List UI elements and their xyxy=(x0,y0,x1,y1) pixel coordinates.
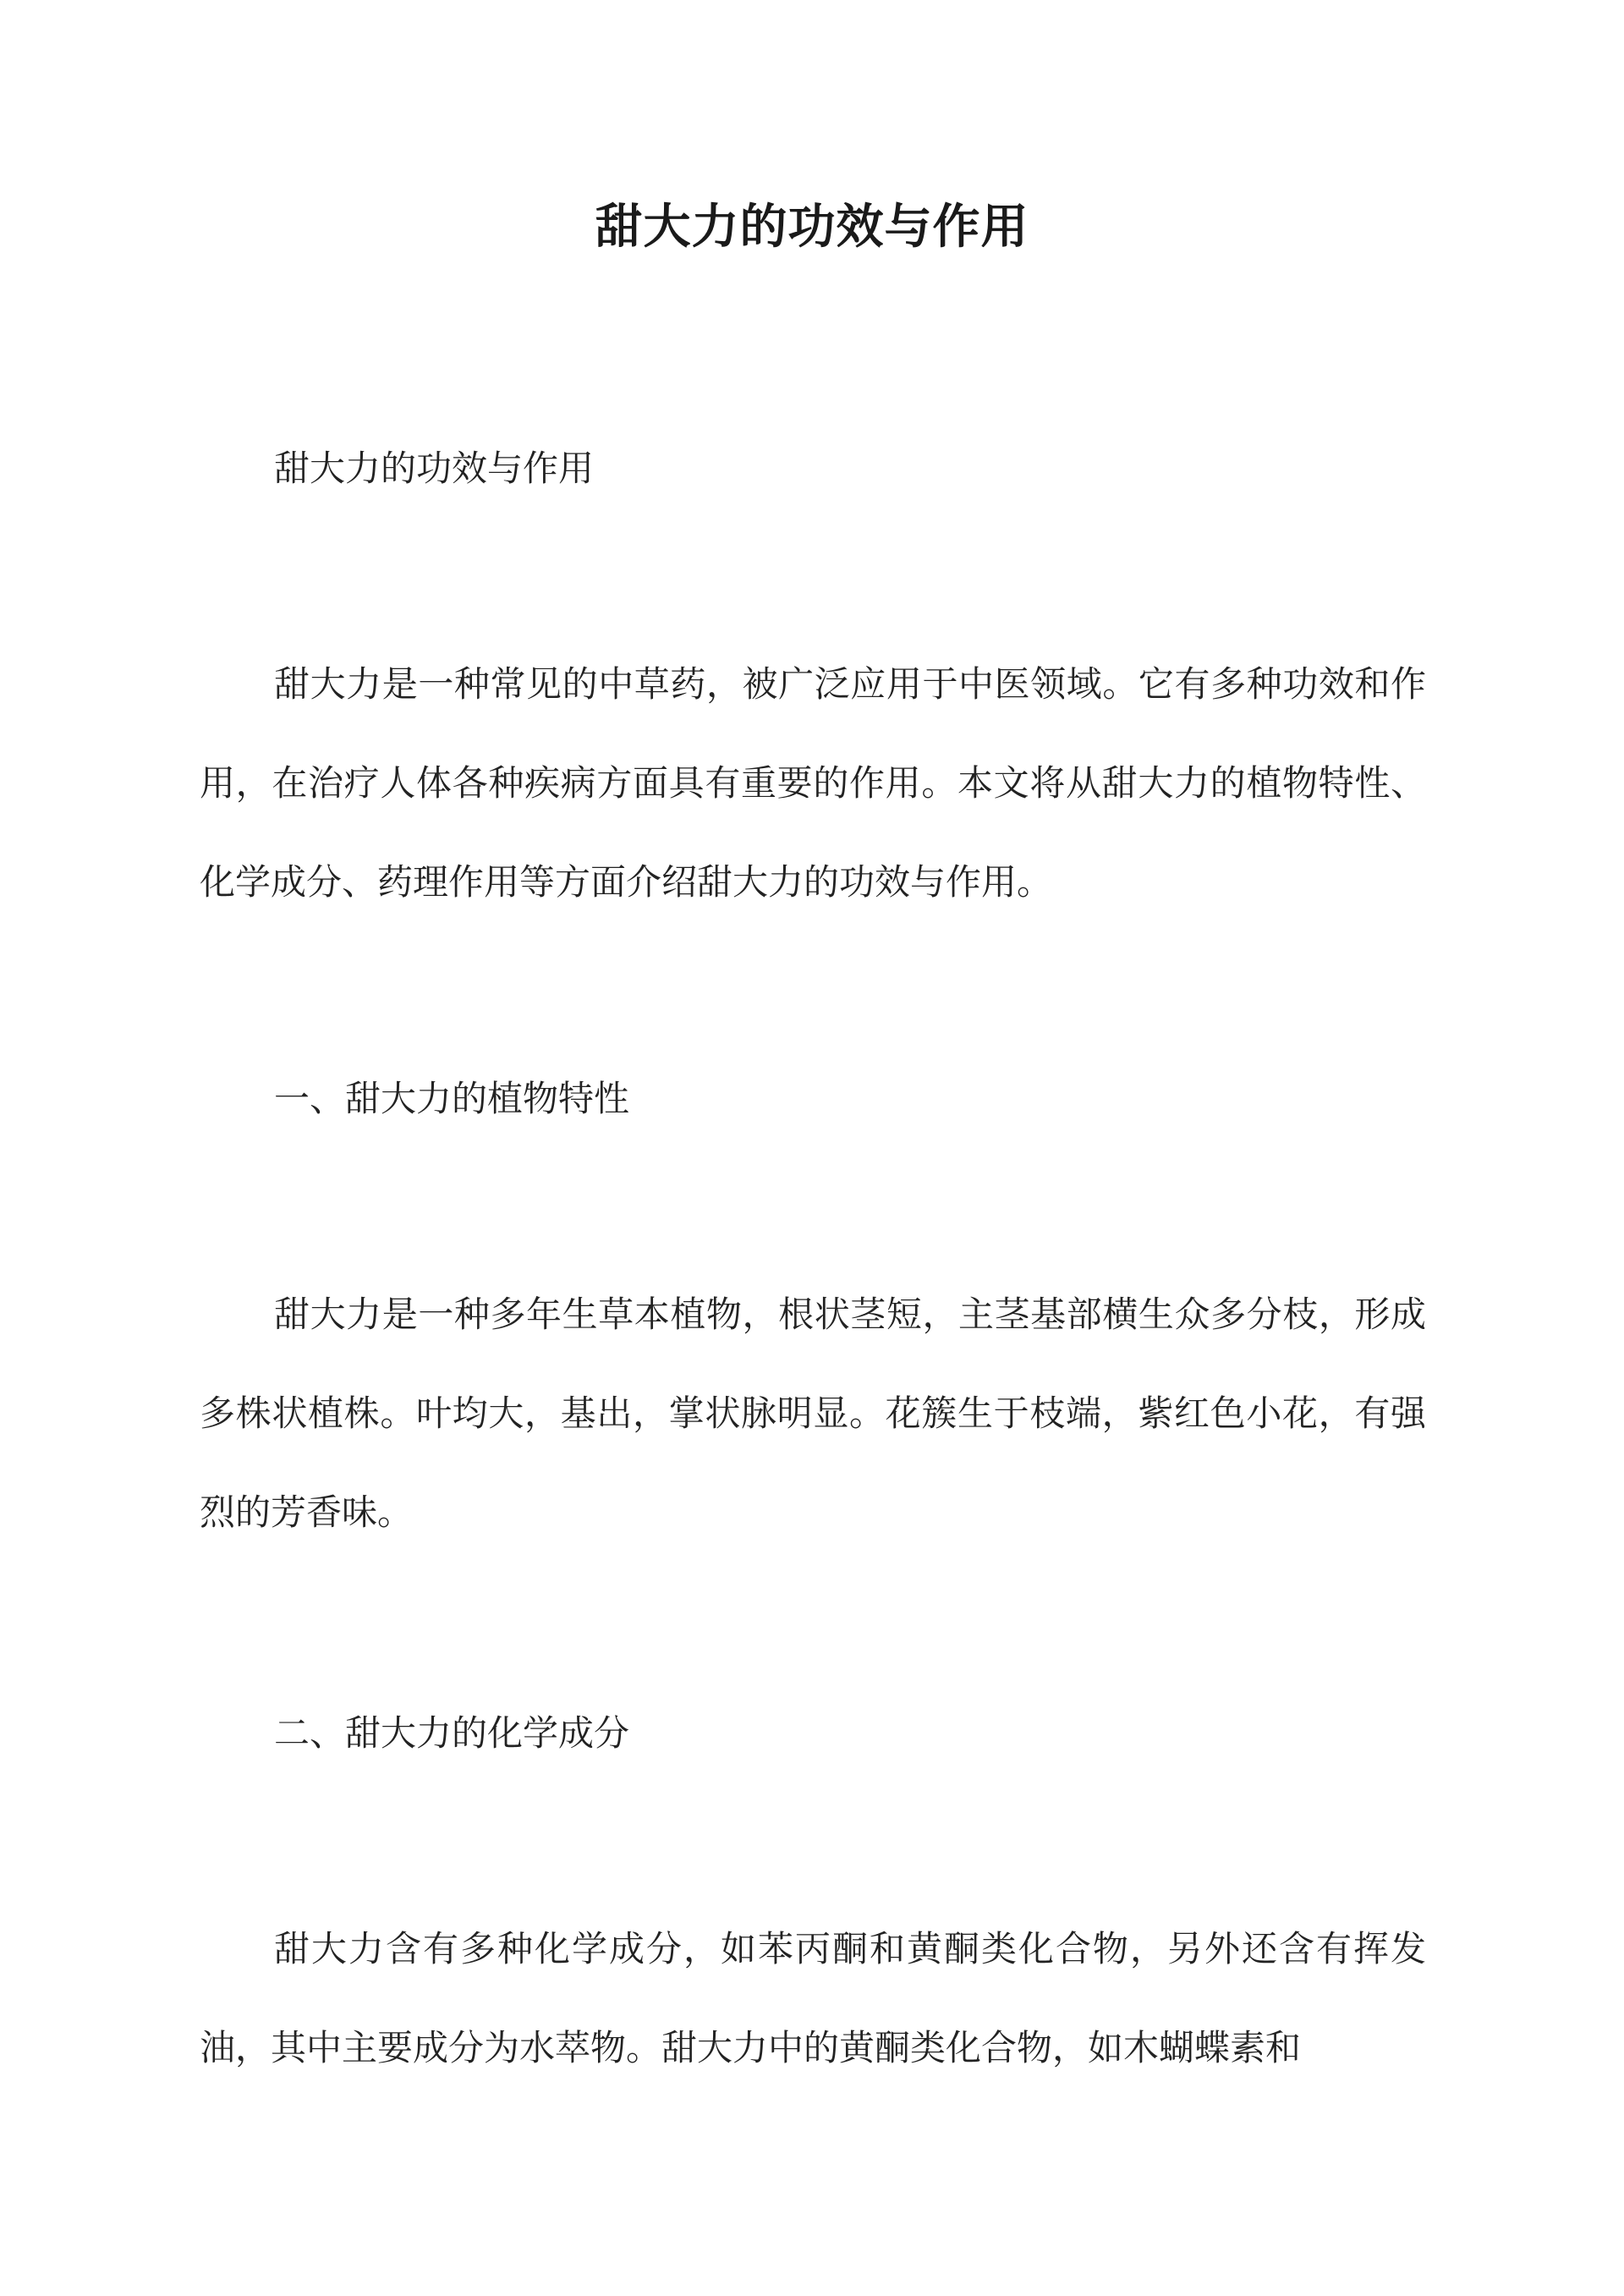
section-heading: 二、甜大力的化学成分 xyxy=(274,1712,630,1754)
section-paragraph: 甜大力是一种多年生草本植物，根状茎短，主茎基部横生众多分枝，形成多株状植株。叶均大，基出，掌状脉明显。花簇生于枝端，紫红色小花，有强烈的芳香味。 xyxy=(200,1294,1426,1533)
document-title: 甜大力的功效与作用 xyxy=(595,199,1029,255)
document-subtitle: 甜大力的功效与作用 xyxy=(274,448,595,489)
intro-paragraph: 甜大力是一种常见的中草药，被广泛应用于中医领域。它有多种功效和作用，在治疗人体各种疾病方面具有重要的作用。本文将从甜大力的植物特性、化学成分、药理作用等方面介绍甜大力的功效与作用。 xyxy=(200,663,1426,903)
section-heading: 一、甜大力的植物特性 xyxy=(274,1078,630,1119)
section-paragraph: 甜大力含有多种化学成分，如苯丙酮和黄酮类化合物，另外还含有挥发油，其中主要成分为水萃物。甜大力中的黄酮类化合物，如木蝴蝶素和 xyxy=(200,1928,1426,2068)
